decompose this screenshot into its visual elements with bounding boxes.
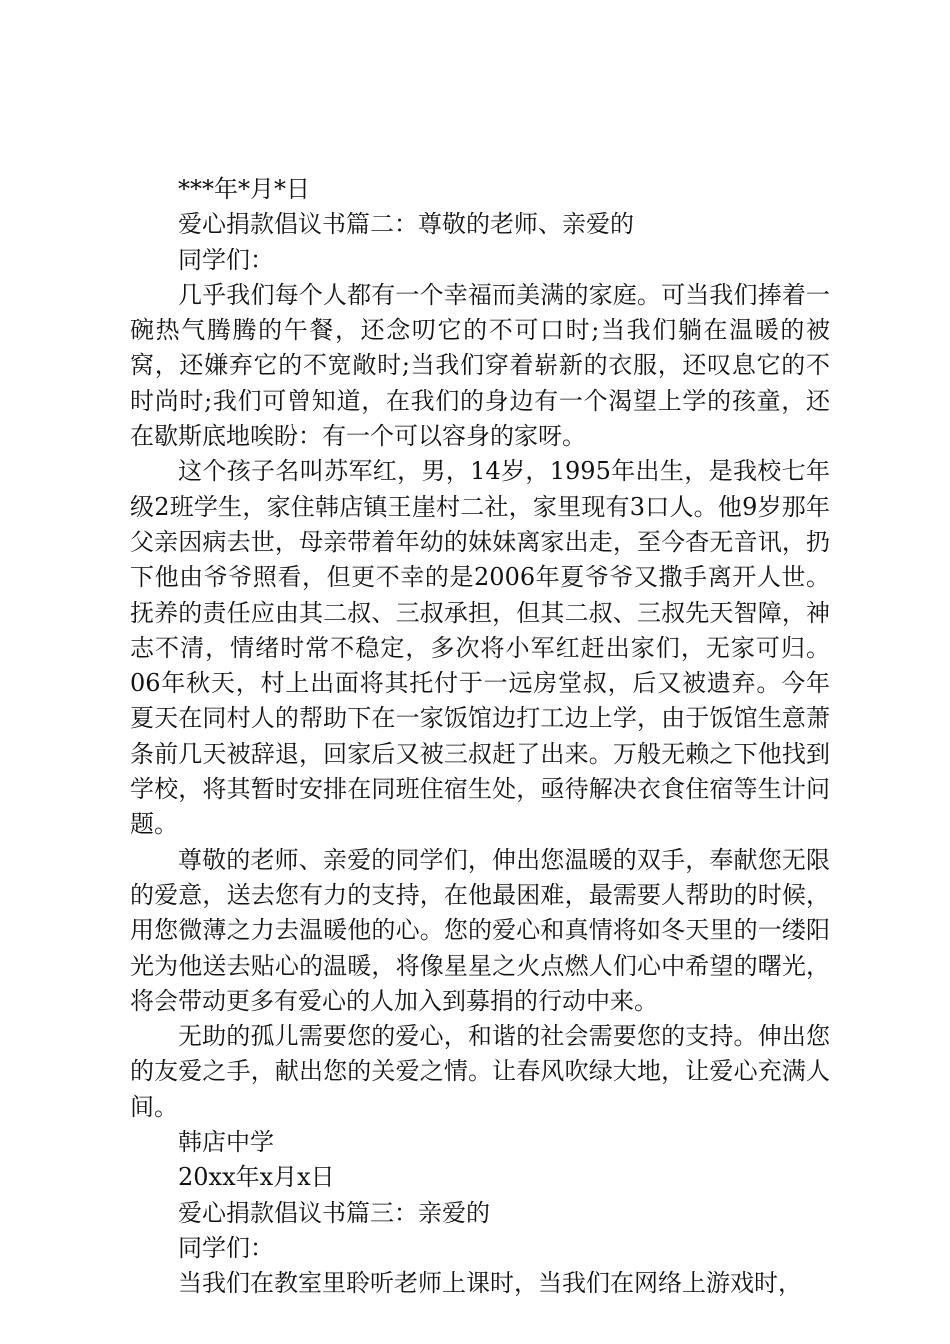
date-line: ***年*月*日 xyxy=(178,175,310,203)
document-body xyxy=(130,172,830,1302)
paragraph-2: 这个孩子名叫苏军红，男，14岁，1995年出生，是我校七年级2班学生，家住韩店镇王崖村二社，家里现有3口人。他9岁那年父亲因病去世，母亲带着年幼的妹妹离家出走，至今杳无音讯，扔下他由爷爷照看，但更不幸的是2006年夏爷爷又撒手离开人世。抚养的责任应由其二叔、三叔承担，但其二叔、三叔先天智障，神志不清，情绪时常不稳定，多次将小军红赶出家们，无家可归。06年秋天，村上出面将其托付于一远房堂叔，后又被遗弃。今年夏天在同村人的帮助下在一家饭馆边打工边上学，由于饭馆生意萧条前几天被辞退，回家后又被三叔赶了出来。万般无赖之下他找到学校，将其暂时安排在同班住宿生处，亟待解决衣食住宿等生计问题。 xyxy=(130,457,830,839)
paragraph-1: 几乎我们每个人都有一个幸福而美满的家庭。可当我们捧着一碗热气腾腾的午餐，还念叨它的不可口时;当我们躺在温暖的被窝，还嫌弃它的不宽敞时;当我们穿着崭新的衣服，还叹息它的不时尚时;我们可曾知道，在我们的身边有一个渴望上学的孩童，还在歇斯底地唉盼：有一个可以容身的家呀。 xyxy=(130,280,830,451)
section-title-2: 爱心捐款倡议书篇二：尊敬的老师、亲爱的 xyxy=(178,210,634,239)
paragraph-5: 当我们在教室里聆听老师上课时，当我们在网络上游戏时， xyxy=(178,1269,802,1298)
signature: 韩店中学 xyxy=(178,1128,274,1157)
greeting-3: 同学们： xyxy=(178,1233,274,1262)
paragraph-4: 无助的孤儿需要您的爱心，和谐的社会需要您的支持。伸出您的友爱之手，献出您的关爱之情。让春风吹绿大地，让爱心充满人间。 xyxy=(130,1022,830,1121)
signature-date: 20xx年x月x日 xyxy=(178,1163,335,1192)
paragraph-3: 尊敬的老师、亲爱的同学们，伸出您温暖的双手，奉献您无限的爱意，送去您有力的支持，在他最困难，最需要人帮助的时候，用您微薄之力去温暖他的心。您的爱心和真情将如冬天里的一缕阳光为他送去贴心的温暖，将像星星之火点燃人们心中希望的曙光，将会带动更多有爱心的人加入到募捐的行动中来。 xyxy=(130,845,830,1015)
section-title-3: 爱心捐款倡议书篇三：亲爱的 xyxy=(178,1198,490,1227)
greeting-2: 同学们： xyxy=(178,245,274,274)
